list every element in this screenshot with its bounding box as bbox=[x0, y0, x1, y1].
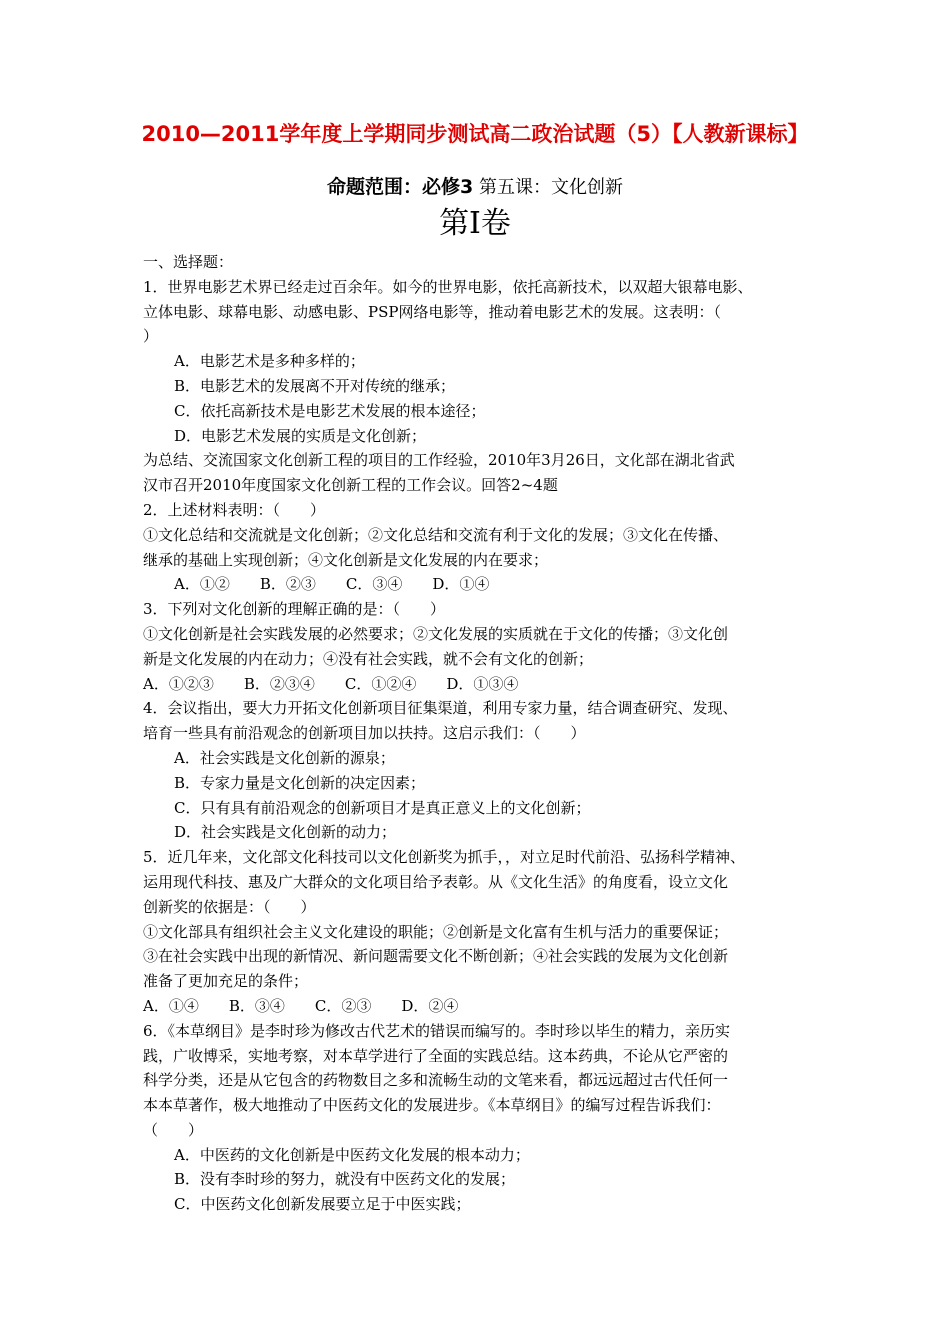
text-line: 践，广收博采，实地考察，对本草学进行了全面的实践总结。这本药典，不论从它严密的 bbox=[143, 1046, 729, 1065]
answer-option: A．①②③ B．②③④ C．①②④ D．①③④ bbox=[143, 674, 519, 693]
text-line: 立体电影、球幕电影、动感电影、PSP网络电影等，推动着电影艺术的发展。这表明：（ bbox=[143, 302, 721, 321]
text-line: 1．世界电影艺术界已经走过百余年。如今的世界电影，依托高新技术，以双超大银幕电影、 bbox=[143, 277, 753, 296]
text-line: 新是文化发展的内在动力；④没有社会实践，就不会有文化的创新； bbox=[143, 649, 594, 668]
text-line: 5．近几年来，文化部文化科技司以文化创新奖为抓手，，对立足时代前沿、弘扬科学精神、 bbox=[143, 848, 746, 867]
text-line: 4．会议指出，要大力开拓文化创新项目征集渠道，利用专家力量，结合调查研究、发现、 bbox=[143, 699, 738, 718]
text-line: （ ） bbox=[143, 1120, 204, 1139]
question-body bbox=[143, 250, 808, 1217]
text-line: 为总结、交流国家文化创新工程的项目的工作经验，2010年3月26日，文化部在湖北省武 bbox=[143, 451, 735, 470]
text-line: 培育一些具有前沿观念的创新项目加以扶持。这启示我们：（ ） bbox=[143, 724, 586, 743]
scope-label: 命题范围：必修3 bbox=[327, 176, 474, 198]
text-line: 运用现代科技、惠及广大群众的文化项目给予表彰。从《文化生活》的角度看，设立文化 bbox=[143, 872, 729, 891]
answer-option: B．电影艺术的发展离不开对传统的继承； bbox=[174, 376, 456, 395]
text-line: ①文化总结和交流就是文化创新；②文化总结和交流有利于文化的发展；③文化在传播、 bbox=[143, 525, 729, 544]
text-line: 创新奖的依据是：（ ） bbox=[143, 897, 316, 916]
answer-option: A．①② B．②③ C．③④ D．①④ bbox=[174, 575, 490, 594]
text-line: ①文化部具有组织社会主义文化建设的职能；②创新是文化富有生机与活力的重要保证； bbox=[143, 922, 729, 941]
answer-option: A．中医药的文化创新是中医药文化发展的根本动力； bbox=[174, 1145, 530, 1164]
answer-option: C．中医药文化创新发展要立足于中医实践； bbox=[174, 1195, 471, 1214]
text-line: ①文化创新是社会实践发展的必然要求；②文化发展的实质就在于文化的传播；③文化创 bbox=[143, 624, 729, 643]
text-line: 科学分类，还是从它包含的药物数目之多和流畅生动的文笔来看，都远远超过古代任何一 bbox=[143, 1071, 729, 1090]
answer-option: A．①④ B．③④ C．②③ D．②④ bbox=[143, 996, 459, 1015]
answer-option: D．社会实践是文化创新的动力； bbox=[174, 823, 397, 842]
text-line: ③在社会实践中出现的新情况、新问题需要文化不断创新；④社会实践的发展为文化创新 bbox=[143, 947, 729, 966]
answer-option: A．社会实践是文化创新的源泉； bbox=[174, 748, 395, 767]
answer-option: C．只有具有前沿观念的创新项目才是真正意义上的文化创新； bbox=[174, 798, 591, 817]
scope-line bbox=[0, 174, 950, 201]
text-line: 汉市召开2010年度国家文化创新工程的工作会议。回答2~4题 bbox=[143, 476, 558, 495]
text-line: ） bbox=[143, 327, 159, 346]
text-line: 准备了更加充足的条件； bbox=[143, 972, 309, 991]
text-line: 3．下列对文化创新的理解正确的是：（ ） bbox=[143, 600, 446, 619]
answer-option: D．电影艺术发展的实质是文化创新； bbox=[174, 426, 427, 445]
text-line: 2．上述材料表明：（ ） bbox=[143, 500, 326, 519]
volume-heading: 第Ⅰ卷 bbox=[439, 206, 511, 241]
answer-option: A．电影艺术是多种多样的； bbox=[174, 352, 365, 371]
text-line: 继承的基础上实现创新；④文化创新是文化发展的内在要求； bbox=[143, 550, 549, 569]
text-line: 6．《本草纲目》是李时珍为修改古代艺术的错误而编写的。李时珍以毕生的精力，亲历实 bbox=[143, 1021, 731, 1040]
answer-option: C．依托高新技术是电影艺术发展的根本途径； bbox=[174, 401, 486, 420]
answer-option: B．专家力量是文化创新的决定因素； bbox=[174, 773, 426, 792]
section-heading: 一、选择题： bbox=[143, 253, 234, 271]
scope-lesson: 第五课：文化创新 bbox=[478, 177, 623, 198]
text-line: 本本草著作，极大地推动了中医药文化的发展进步。《本草纲目》的编写过程告诉我们： bbox=[143, 1096, 721, 1115]
document-title: 2010—2011学年度上学期同步测试高二政治试题（5）【人教新课标】 bbox=[141, 122, 809, 146]
answer-option: B．没有李时珍的努力，就没有中医药文化的发展； bbox=[174, 1170, 516, 1189]
